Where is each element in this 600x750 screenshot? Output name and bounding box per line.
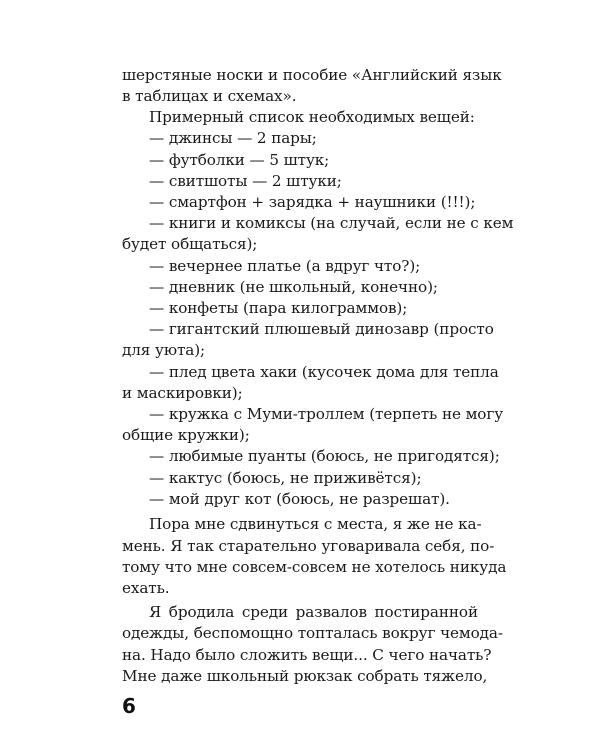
- list-item: — футболки — 5 штук;: [149, 151, 330, 169]
- list-item: — свитшоты — 2 штуки;: [149, 172, 342, 190]
- list-item: — кружка с Муми-троллем (терпеть не могу: [149, 405, 504, 423]
- list-item: — книги и комиксы (на случай, если не с кем: [149, 214, 514, 232]
- text-line: шерстяные носки и пособие «Английский язык: [122, 66, 502, 84]
- text-line: в таблицах и схемах».: [122, 87, 297, 105]
- list-item: — вечернее платье (а вдруг что?);: [149, 257, 421, 275]
- paragraph-line: Пора мне сдвинуться с места, я же не ка-: [149, 515, 482, 533]
- list-item-continuation: будет общаться);: [122, 235, 258, 253]
- paragraph-line: Я бродила среди развалов постиранной: [149, 603, 478, 621]
- list-item: — плед цвета хаки (кусочек дома для тепла: [149, 363, 499, 381]
- list-item: — кактус (боюсь, не приживётся);: [149, 469, 422, 487]
- list-item: — любимые пуанты (боюсь, не пригодятся);: [149, 447, 500, 465]
- list-item: — конфеты (пара килограммов);: [149, 299, 408, 317]
- paragraph-line: одежды, беспомощно топталась вокруг чемода-: [122, 624, 503, 642]
- list-item: — смартфон + зарядка + наушники (!!!);: [149, 193, 476, 211]
- list-item: — дневник (не школьный, конечно);: [149, 278, 438, 296]
- list-item: — джинсы — 2 пары;: [149, 129, 317, 147]
- list-item-continuation: для уюта);: [122, 341, 206, 359]
- paragraph-line: на. Надо было сложить вещи... С чего начать?: [122, 646, 492, 664]
- list-item-continuation: общие кружки);: [122, 426, 250, 444]
- list-item: — гигантский плюшевый динозавр (просто: [149, 320, 494, 338]
- list-intro: Примерный список необходимых вещей:: [149, 108, 475, 126]
- paragraph-line: мень. Я так старательно уговаривала себя, по-: [122, 537, 495, 555]
- list-item-continuation: и маскировки);: [122, 384, 243, 402]
- paragraph-line: ехать.: [122, 579, 170, 597]
- paragraph-line: тому что мне совсем-совсем не хотелось никуда: [122, 558, 507, 576]
- page-number: 6: [122, 694, 136, 718]
- list-item: — мой друг кот (боюсь, не разрешат).: [149, 490, 450, 508]
- paragraph-line: Мне даже школьный рюкзак собрать тяжело,: [122, 667, 488, 685]
